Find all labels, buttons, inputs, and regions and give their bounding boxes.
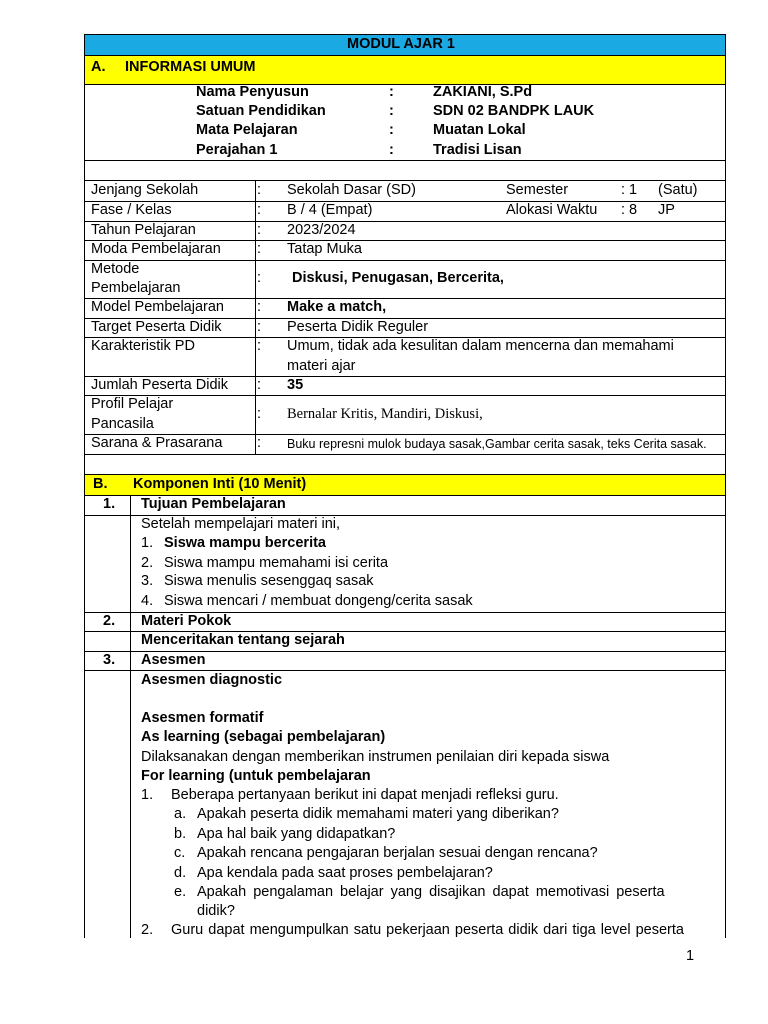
section-b <box>84 474 726 938</box>
question-text: Apakah peserta didik memahami materi yang diberikan? <box>197 806 559 822</box>
section-a-letter: A. <box>91 59 106 75</box>
identity-value: Tradisi Lisan <box>433 142 522 158</box>
info-sep: : <box>257 270 262 286</box>
identity-value: Muatan Lokal <box>433 122 526 138</box>
tujuan-item: Siswa mampu memahami isi cerita <box>164 555 389 571</box>
point-text: Guru dapat mengumpulkan satu pekerjaan peserta didik dari tiga level peserta <box>171 922 684 938</box>
info-value: materi ajar <box>287 358 356 374</box>
question-num: c. <box>174 845 186 861</box>
tujuan-item-num: 2. <box>141 555 154 571</box>
info-sep: : <box>257 222 262 238</box>
point-num: 2. <box>141 922 154 938</box>
identity-sep: : <box>389 122 394 138</box>
identity-label: Nama Penyusun <box>196 84 309 100</box>
info-label: Fase / Kelas <box>91 202 172 218</box>
identity-sep: : <box>389 84 394 100</box>
question-num: b. <box>174 826 187 842</box>
info-value: Make a match, <box>287 299 387 315</box>
identity-value: ZAKIANI, S.Pd <box>433 84 533 100</box>
question-num: a. <box>174 806 187 822</box>
info-sep: : <box>257 241 262 257</box>
tujuan-item: Siswa mencari / membuat dongeng/cerita sasak <box>164 593 473 609</box>
question-num: e. <box>174 884 187 900</box>
info-table <box>84 180 726 455</box>
section-b-letter: B. <box>93 476 108 492</box>
identity-label: Mata Pelajaran <box>196 122 298 138</box>
materi-num: 2. <box>103 613 116 629</box>
info-value: Buku represni mulok budaya sasak,Gambar cerita sasak, teks Cerita sasak. <box>287 437 707 451</box>
identity-sep: : <box>389 103 394 119</box>
info-label: Moda Pembelajaran <box>91 241 221 257</box>
alokasi-label: Alokasi Waktu <box>506 202 598 218</box>
identity-label: Satuan Pendidikan <box>196 103 326 119</box>
point-num: 1. <box>141 787 154 803</box>
identity-sep: : <box>389 142 394 158</box>
question-text: Apakah pengalaman belajar yang disajikan dapat memotivasi peserta <box>197 884 665 900</box>
info-value: 2023/2024 <box>287 222 356 238</box>
info-sep: : <box>257 202 262 218</box>
spacer-row <box>84 160 726 181</box>
materi-content: Menceritakan tentang sejarah <box>141 632 345 648</box>
tujuan-item: Siswa mampu bercerita <box>164 535 326 551</box>
as-learning: As learning (sebagai pembelajaran) <box>141 729 386 745</box>
page-title: MODUL AJAR 1 <box>347 36 455 52</box>
info-value: Peserta Didik Reguler <box>287 319 429 335</box>
semester-label: Semester <box>506 182 569 198</box>
page-number: 1 <box>686 948 695 964</box>
info-value: B / 4 (Empat) <box>287 202 373 218</box>
info-sep: : <box>257 435 262 451</box>
info-sep: : <box>257 182 262 198</box>
tujuan-item-num: 4. <box>141 593 154 609</box>
semester-value: (Satu) <box>658 182 698 198</box>
info-sep: : <box>257 319 262 335</box>
info-label: Model Pembelajaran <box>91 299 224 315</box>
question-num: d. <box>174 865 187 881</box>
info-label: Jumlah Peserta Didik <box>91 377 228 393</box>
asesmen-formatif: Asesmen formatif <box>141 710 264 726</box>
info-sep: : <box>257 377 262 393</box>
info-label: Profil Pelajar <box>91 396 174 412</box>
for-learning: For learning (untuk pembelajaran <box>141 768 371 784</box>
section-b-title: Komponen Inti (10 Menit) <box>133 476 307 492</box>
info-label: Pembelajaran <box>91 280 181 296</box>
info-label: Karakteristik PD <box>91 338 195 354</box>
tujuan-title: Tujuan Pembelajaran <box>141 496 286 512</box>
info-label: Sarana & Prasarana <box>91 435 223 451</box>
tujuan-intro: Setelah mempelajari materi ini, <box>141 516 341 532</box>
tujuan-item-num: 3. <box>141 573 154 589</box>
section-a-title: INFORMASI UMUM <box>125 59 256 75</box>
info-value: Tatap Muka <box>287 241 362 257</box>
info-label: Tahun Pelajaran <box>91 222 196 238</box>
header-block <box>84 34 726 161</box>
info-value: Diskusi, Penugasan, Bercerita, <box>292 270 504 286</box>
question-text: Apakah rencana pengajaran berjalan sesuai dengan rencana? <box>197 845 598 861</box>
question-text: Apa hal baik yang didapatkan? <box>197 826 396 842</box>
asesmen-diagnostic: Asesmen diagnostic <box>141 672 283 688</box>
spacer-row <box>84 454 726 475</box>
info-sep: : <box>257 338 262 354</box>
identity-label: Perajahan 1 <box>196 142 278 158</box>
info-label: Target Peserta Didik <box>91 319 222 335</box>
tujuan-num: 1. <box>103 496 116 512</box>
info-sep: : <box>257 299 262 315</box>
info-label: Metode <box>91 261 140 277</box>
alokasi-sep: : 8 <box>621 202 638 218</box>
question-text-cont: didik? <box>197 903 235 919</box>
tujuan-item-num: 1. <box>141 535 154 551</box>
as-learning-desc: Dilaksanakan dengan memberikan instrumen penilaian diri kepada siswa <box>141 749 610 765</box>
materi-title: Materi Pokok <box>141 613 232 629</box>
asesmen-num: 3. <box>103 652 116 668</box>
semester-sep: : 1 <box>621 182 638 198</box>
info-label: Pancasila <box>91 416 154 432</box>
alokasi-value: JP <box>658 202 675 218</box>
info-value: 35 <box>287 377 304 393</box>
info-value: Bernalar Kritis, Mandiri, Diskusi, <box>287 406 483 422</box>
asesmen-title: Asesmen <box>141 652 206 668</box>
info-value: Sekolah Dasar (SD) <box>287 182 416 198</box>
identity-value: SDN 02 BANDPK LAUK <box>433 103 595 119</box>
point-text: Beberapa pertanyaan berikut ini dapat menjadi refleksi guru. <box>171 787 559 803</box>
info-value: Umum, tidak ada kesulitan dalam mencerna dan memahami <box>287 338 674 354</box>
question-text: Apa kendala pada saat proses pembelajaran? <box>197 865 493 881</box>
info-label: Jenjang Sekolah <box>91 182 199 198</box>
tujuan-item: Siswa menulis sesenggaq sasak <box>164 573 374 589</box>
info-sep: : <box>257 406 262 422</box>
